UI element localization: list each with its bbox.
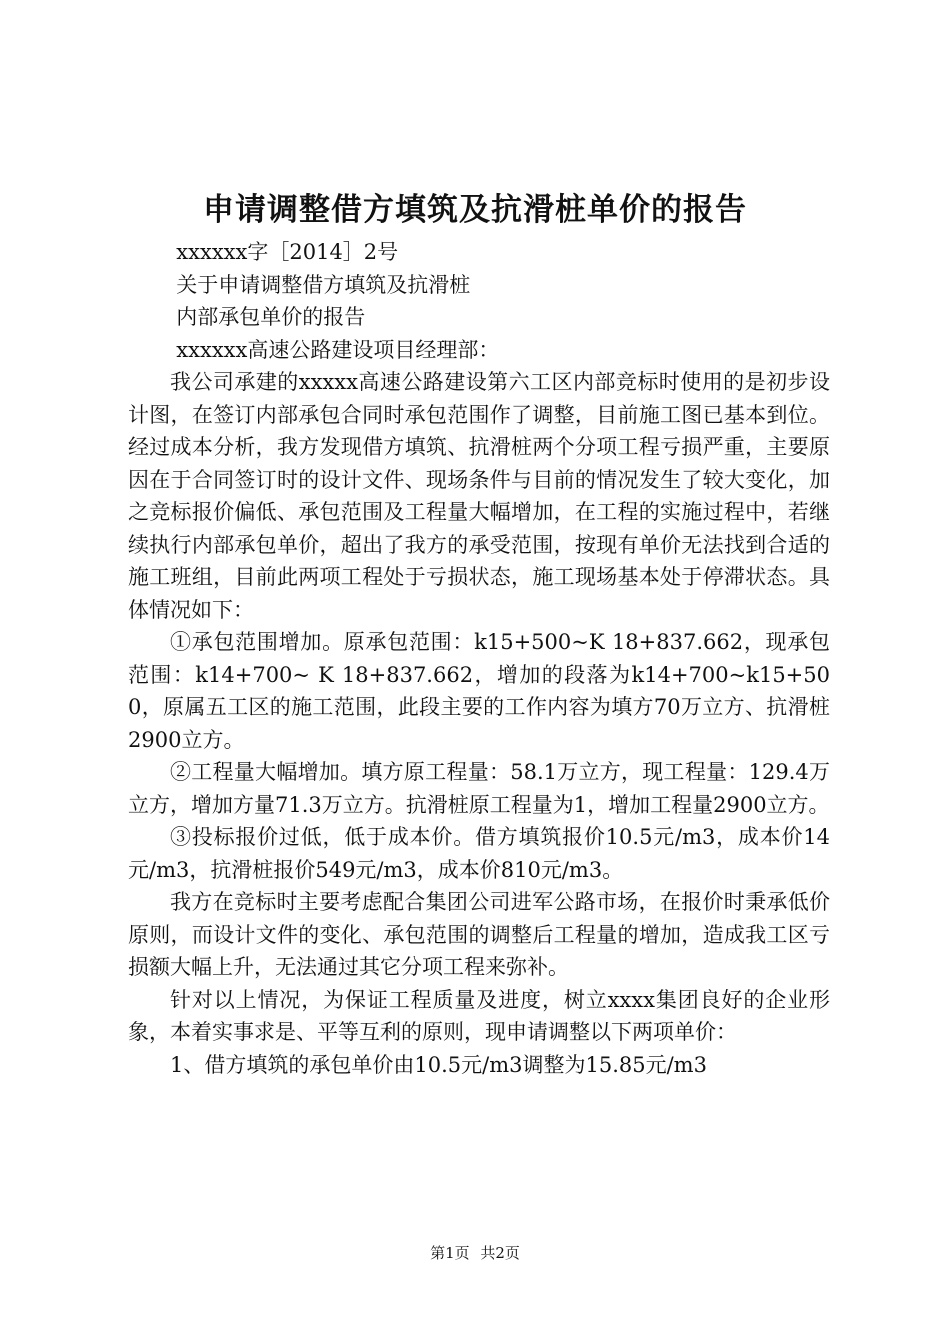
document-body <box>128 236 830 1081</box>
body-paragraph: ③投标报价过低，低于成本价。借方填筑报价10.5元/m3，成本价14元/m3，抗滑桩报价549元/m3，成本价810元/m3。 <box>128 825 830 882</box>
document-title: 申请调整借方填筑及抗滑桩单价的报告 <box>203 192 747 228</box>
body-paragraph: 针对以上情况，为保证工程质量及进度，树立xxxx集团良好的企业形象，本着实事求是、平等互利的原则，现申请调整以下两项单价： <box>128 987 830 1044</box>
body-paragraph: 我公司承建的xxxxx高速公路建设第六工区内部竞标时使用的是初步设计图，在签订内部承包合同时承包范围作了调整，目前施工图已基本到位。经过成本分析，我方发现借方填筑、抗滑桩两个分项工程亏损严重，主要原因在于合同签订时的设计文件、现场条件与目前的情况发生了较大变化，加之竞标报价偏低、承包范围及工程量大幅增加，在工程的实施过程中，若继续执行内部承包单价，超出了我方的承受范围，按现有单价无法找到合适的施工班组，目前此两项工程处于亏损状态，施工现场基本处于停滞状态。具体情况如下： <box>128 370 830 622</box>
subject-line-1: 关于申请调整借方填筑及抗滑桩 <box>176 272 471 297</box>
body-paragraph: 我方在竞标时主要考虑配合集团公司进军公路市场，在报价时秉承低价原则，而设计文件的变化、承包范围的调整后工程量的增加，造成我工区亏损额大幅上升，无法通过其它分项工程来弥补。 <box>128 890 830 979</box>
page-footer <box>0 1243 950 1263</box>
document-number: xxxxxx字［2014］2号 <box>176 240 399 264</box>
page-number: 第1页 <box>430 1244 470 1262</box>
addressee: xxxxxx高速公路建设项目经理部： <box>176 337 500 362</box>
body-paragraph: ①承包范围增加。原承包范围：k15+500~K 18+837.662，现承包范围：k14+700~ K 18+837.662，增加的段落为k14+700~k15+500，原属五工区的施工范围，此段主要的工作内容为填方70万立方、抗滑桩2900立方。 <box>128 630 830 752</box>
page-total: 共2页 <box>480 1244 520 1262</box>
body-paragraph: ②工程量大幅增加。填方原工程量：58.1万立方，现工程量：129.4万立方，增加方量71.3万立方。抗滑桩原工程量为1，增加工程量2900立方。 <box>128 760 830 817</box>
subject-line-2: 内部承包单价的报告 <box>176 305 366 329</box>
body-paragraph: 1、借方填筑的承包单价由10.5元/m3调整为15.85元/m3 <box>170 1052 707 1077</box>
